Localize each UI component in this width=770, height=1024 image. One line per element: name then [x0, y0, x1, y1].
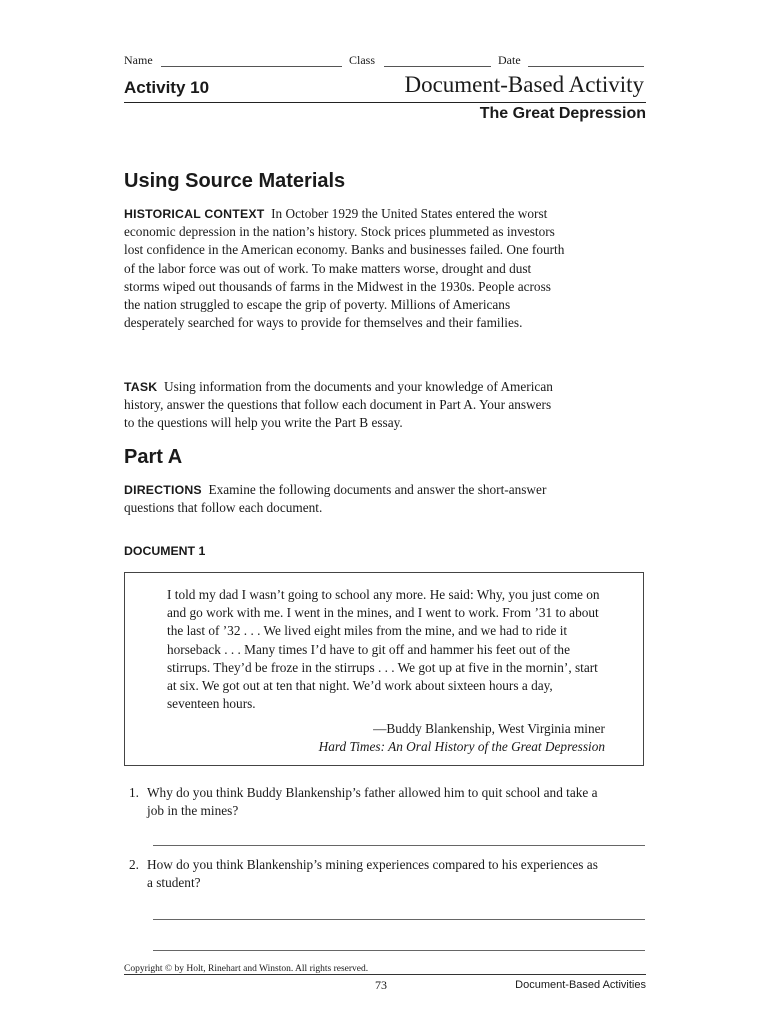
question-1-line2: job in the mines?	[147, 803, 239, 819]
historical-context-paragraph	[124, 205, 570, 332]
name-label: Name	[124, 53, 153, 67]
answer-line-2[interactable]	[153, 919, 645, 920]
directions-label: DIRECTIONS	[124, 483, 202, 497]
date-field-line[interactable]	[528, 66, 644, 67]
part-a-heading: Part A	[124, 446, 183, 468]
question-2	[129, 856, 649, 892]
question-2-number: 2.	[129, 857, 139, 872]
class-label: Class	[349, 53, 376, 67]
answer-line-3[interactable]	[153, 950, 645, 951]
document-1-quote: I told my dad I wasn’t going to school any more. He said: Why, you just come on and go work with me. I went in the mines, and I went to work. From ’31 to about the last of ’32 . . . We lived eight miles from the mine, and we had to ride it horseback . . . Many times I’d have to git off and hammer his feet out of the stirrups. They’d be froze in the stirrups . . . We got up at five in the mornin’, start at six. We got out at ten that night. We’d work about sixteen hours a day, seventeen hours.	[167, 587, 600, 712]
footer-book-title: Document-Based Activities	[515, 979, 646, 991]
directions-text: Examine the following documents and answer the short-answer questions that follow each document.	[124, 482, 547, 516]
task-text: Using information from the documents and your knowledge of American history, answer the questions that follow each document in Part A. Your answers to the questions will help you write the Part B essay.	[124, 379, 553, 431]
page-title: Document-Based Activity	[404, 72, 644, 97]
copyright-notice: Copyright © by Holt, Rinehart and Winston. All rights reserved.	[124, 964, 369, 974]
name-field-line[interactable]	[161, 66, 342, 67]
document-1-source: Hard Times: An Oral History of the Great Depression	[318, 739, 605, 754]
historical-context-text: In October 1929 the United States entered the worst economic depression in the nation’s history. Stock prices plummeted as investors lost confidence in the American economy. Banks and businesses failed. One fourth of the labor force was out of work. To make matters worse, drought and dust storms wiped out thousands of farms in the Midwest in the 1930s. People across the nation struggled to escape the grip of poverty. Millions of Americans desperately searched for ways to provide for themselves and their families.	[124, 206, 565, 331]
question-1	[129, 784, 649, 820]
task-label: TASK	[124, 380, 158, 394]
directions-paragraph	[124, 481, 554, 517]
header-divider	[124, 102, 646, 103]
question-2-line1: How do you think Blankenship’s mining experiences compared to his experiences as	[147, 857, 598, 872]
section-heading: Using Source Materials	[124, 170, 346, 192]
date-label: Date	[498, 53, 521, 67]
footer-divider	[124, 974, 646, 975]
question-1-number: 1.	[129, 785, 139, 800]
question-1-line1: Why do you think Buddy Blankenship’s father allowed him to quit school and take a	[147, 785, 598, 800]
page-subtitle: The Great Depression	[479, 105, 646, 122]
task-paragraph	[124, 378, 564, 433]
document-1-label: DOCUMENT 1	[124, 544, 206, 558]
activity-number: Activity 10	[124, 78, 210, 97]
page-number: 73	[375, 978, 387, 992]
answer-line-1[interactable]	[153, 845, 645, 846]
class-field-line[interactable]	[384, 66, 491, 67]
historical-context-label: HISTORICAL CONTEXT	[124, 207, 265, 221]
document-1-attribution: —Buddy Blankenship, West Virginia miner	[373, 721, 605, 736]
question-2-line2: a student?	[147, 875, 201, 891]
